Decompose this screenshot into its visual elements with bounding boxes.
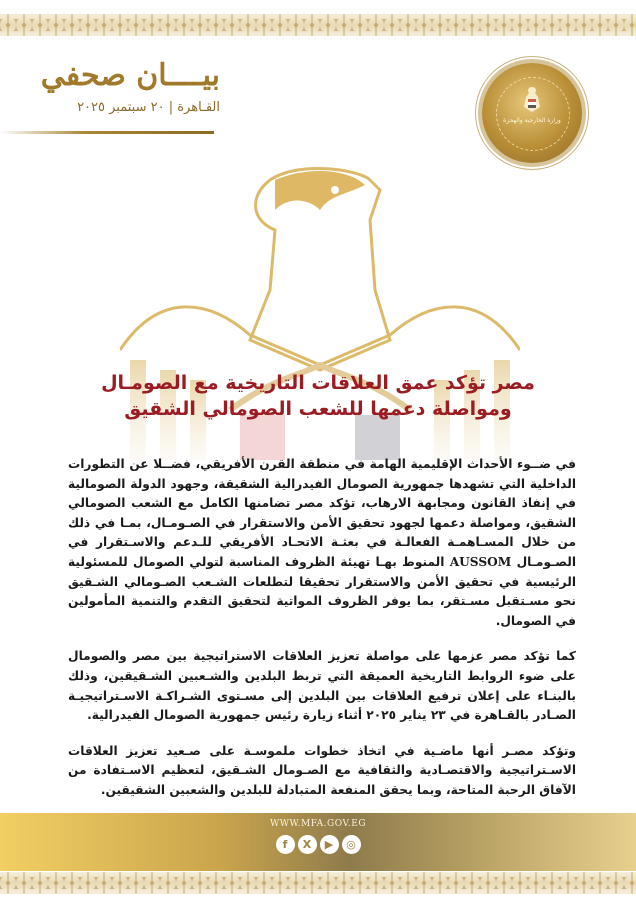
top-ornamental-border [0,14,636,36]
footer-band [0,813,636,871]
title-divider [0,131,214,134]
paragraph-1-text-b: المنوط بهـا تهيئة الظروف المناسبة لتولي الصومال للمسئولية الرئيسية في تحقيق الأمن والاستقرار تحقيقا لتطلعات الشـعب الصـومالي الشـقيق نحو مسـتقبل مسـتقر، بما يوفر الظروف المواتية لتحقيق التقدم والتنمية المأمولين في الصومال. [68,554,576,628]
instagram-icon[interactable]: ◎ [342,835,361,854]
eagle-emblem-icon [521,85,543,113]
aussom-acronym: AUSSOM [449,554,512,569]
title-block [20,58,220,115]
headline-line-2: ومواصلة دعمها للشعب الصومالي الشقيق [124,398,512,420]
headline-line-1: مصر تؤكد عمق العلاقات التاريخية مع الصومـال [101,372,535,394]
facebook-icon[interactable]: f [276,835,295,854]
seal-text: وزارة الخارجية والهجرة [503,117,561,124]
paragraph-1-text-a: في ضــوء الأحداث الإقليمية الهامة في منطقة القرن الأفريقي، فضــلا عن التطورات الداخلية التي تشهدها جمهورية الصومال الفيدرالية الشقيقة، وجهود الدولة الصومالية في إنفاذ القانون ومجابهة الارهاب، تؤكد مصر تضامنها الكامل مع الشعب الصومالي الشقيق، ومواصلة دعمها لجهود تحقيق الأمن والاستقرار في الصـومـال، بمـا في ذلك من خلال المسـاهمـة الفعالـة في بعثـة الاتحـاد الأفريقي للـدعم والاسـتقرار في الصـومـال [68,457,577,569]
ministry-seal-logo [482,63,582,163]
paragraph-2: كما تؤكد مصر عزمها على مواصلة تعزيز العلاقات الاستراتيجية بين مصر والصومال على ضوء الروابط التاريخية العميقة التي تربط البلدين والشـعبين الشـقيقين، وذلك بالبنـاء على إعلان ترفيع العلاقات بين البلدين إلى مسـتوى الشـراكـة الاسـتراتيجيـة الصـادر بالقـاهرة في ٢٣ يناير ٢٠٢٥ أثناء زيارة رئيس جمهورية الصومال الفيدرالية. [68,649,576,723]
youtube-icon[interactable]: ▶ [320,835,339,854]
social-links [0,835,636,854]
paragraph-1 [68,455,576,631]
website-link[interactable]: WWW.MFA.GOV.EG [269,819,367,829]
x-twitter-icon[interactable]: X [298,835,317,854]
press-release-body [68,455,576,817]
bottom-ornamental-border [0,872,636,894]
document-title: بيــــان صحفي [40,58,220,93]
paragraph-3: وتؤكد مصـر أنها ماضـية في اتخاذ خطوات ملموسـة على صـعيد تعزيز العلاقات الاسـتراتيجية والاقتصـادية والثقافية مع الصـومال الشـقيق، لتعظيم الاسـتفادة من الآفاق الرحبة المتاحة، وبما يحقق المنفعة المتبادلة للبلدين والشعبين الشقيقين. [68,743,576,797]
press-release-headline [60,370,576,422]
dateline: القـاهرة | ٢٠ سبتمبر ٢٠٢٥ [77,100,220,115]
